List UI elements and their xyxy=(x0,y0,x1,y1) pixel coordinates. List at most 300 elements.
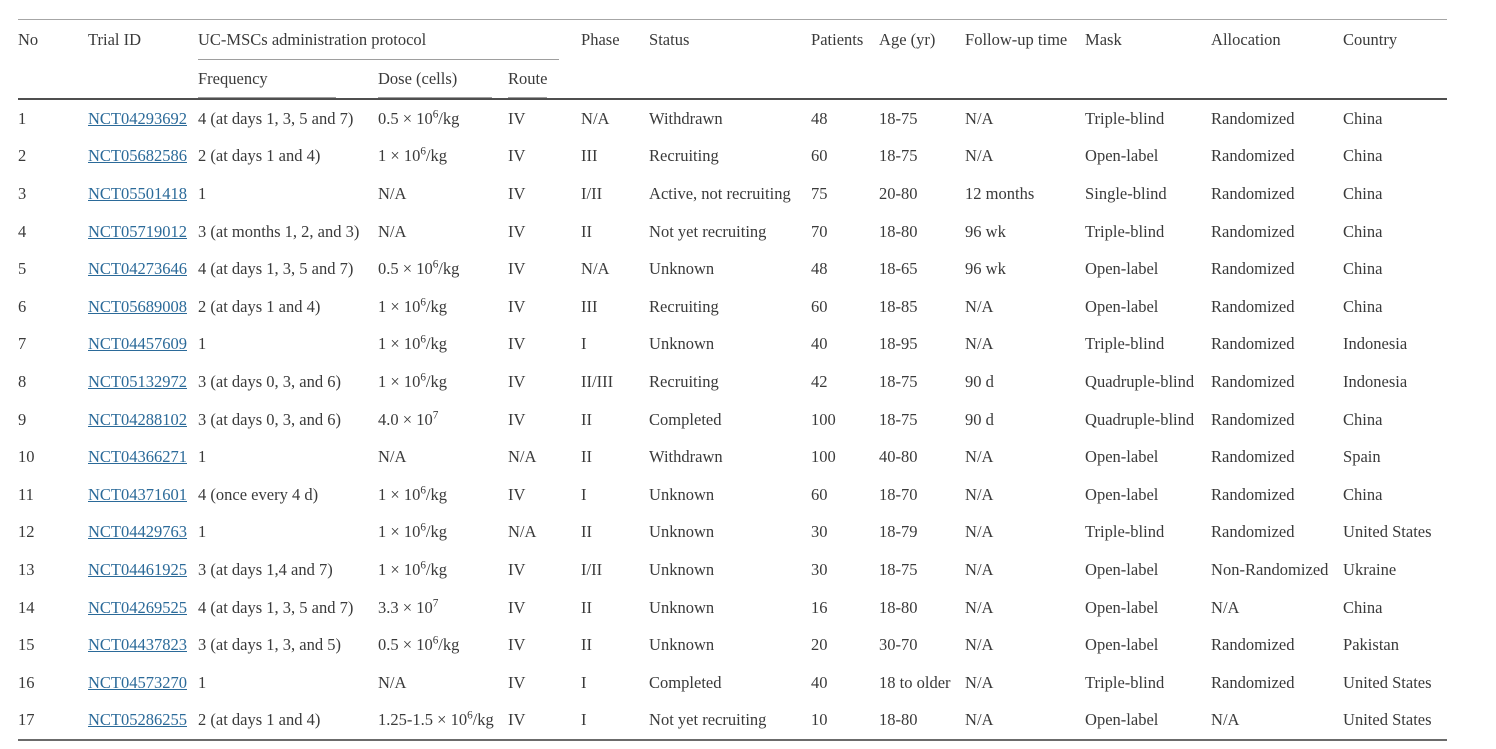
cell-age: 18-80 xyxy=(879,597,918,617)
cell-age: 18 to older xyxy=(879,672,951,692)
superscript-exponent: 6 xyxy=(420,521,426,534)
cell-mask: Triple-blind xyxy=(1085,221,1165,241)
col-header-frequency xyxy=(198,60,378,99)
col-header-trial-id xyxy=(88,20,198,100)
cell-patients: 75 xyxy=(811,183,828,203)
cell-follow-up: 12 months xyxy=(965,183,1035,203)
cell-no: 10 xyxy=(18,447,35,467)
cell-dose: $1 \times 10^6/kg$ xyxy=(378,333,448,354)
cell-country: United States xyxy=(1343,702,1447,741)
cell-frequency: 4 (once every 4 d) xyxy=(198,484,319,504)
cell-no: 3 xyxy=(18,183,27,203)
cell-status: Completed xyxy=(649,672,722,692)
cell-allocation: Randomized xyxy=(1211,296,1295,316)
cell-route: N/A xyxy=(508,447,537,467)
cell-mask: Open-label xyxy=(1085,484,1159,504)
cell-follow-up: N/A xyxy=(965,447,994,467)
cell-dose: N/A xyxy=(378,183,407,203)
cell-age: 20-80 xyxy=(879,183,918,203)
cell-route: IV xyxy=(508,559,526,579)
cell-patients: 42 xyxy=(811,371,828,391)
cell-age: 18-75 xyxy=(879,146,918,166)
cell-dose: $1 \times 10^6/kg$ xyxy=(378,145,448,166)
cell-no: 1 xyxy=(18,108,27,128)
table-row xyxy=(18,250,1447,288)
cell-route: N/A xyxy=(508,522,537,542)
cell-follow-up: 96 wk xyxy=(965,259,1006,279)
table-row xyxy=(18,514,1447,552)
cell-patients: 30 xyxy=(811,559,828,579)
cell-phase: II/III xyxy=(581,371,614,391)
cell-no: 15 xyxy=(18,635,35,655)
cell-status: Withdrawn xyxy=(649,447,723,467)
col-header-follow-up-label: Follow-up time xyxy=(965,30,1068,49)
cell-frequency: 4 (at days 1, 3, 5 and 7) xyxy=(198,108,354,128)
cell-route: IV xyxy=(508,702,581,741)
cell-follow-up: N/A xyxy=(965,702,1085,741)
table-row xyxy=(18,664,1447,702)
cell-patients: 60 xyxy=(811,484,828,504)
cell-allocation: Randomized xyxy=(1211,221,1295,241)
cell-route: IV xyxy=(508,409,526,429)
cell-mask: Single-blind xyxy=(1085,183,1167,203)
cell-frequency: 3 (at months 1, 2, and 3) xyxy=(198,221,360,241)
cell-follow-up: 90 d xyxy=(965,409,994,429)
cell-country: China xyxy=(1343,259,1383,279)
route-underline xyxy=(508,69,547,98)
cell-phase: III xyxy=(581,296,598,316)
cell-follow-up: N/A xyxy=(965,146,994,166)
cell-mask: Quadruple-blind xyxy=(1085,409,1195,429)
col-header-status-label: Status xyxy=(649,30,690,49)
cell-frequency: 1 xyxy=(198,447,207,467)
cell-trial-id xyxy=(88,589,198,627)
cell-mask: Quadruple-blind xyxy=(1085,371,1195,391)
cell-age: 18-75 xyxy=(879,409,918,429)
cell-mask: Triple-blind xyxy=(1085,334,1165,354)
cell-phase: I/II xyxy=(581,183,603,203)
col-header-country xyxy=(1343,20,1447,100)
cell-status: Withdrawn xyxy=(649,108,723,128)
cell-mask: Open-label xyxy=(1085,559,1159,579)
cell-trial-id xyxy=(88,664,198,702)
col-header-follow-up xyxy=(965,20,1085,100)
cell-country: United States xyxy=(1343,522,1432,542)
cell-phase: I xyxy=(581,702,649,741)
cell-phase: III xyxy=(581,146,598,166)
cell-phase: N/A xyxy=(581,259,610,279)
cell-no: 13 xyxy=(18,559,35,579)
cell-country: China xyxy=(1343,484,1383,504)
cell-route: IV xyxy=(508,672,526,692)
cell-phase: II xyxy=(581,409,593,429)
col-header-trial-id-label: Trial ID xyxy=(88,30,142,49)
cell-mask: Triple-blind xyxy=(1085,108,1165,128)
cell-no: 7 xyxy=(18,334,27,354)
cell-status: Active, not recruiting xyxy=(649,183,791,203)
cell-mask: Open-label xyxy=(1085,702,1211,741)
cell-country: United States xyxy=(1343,672,1432,692)
cell-frequency: 3 (at days 1, 3, and 5) xyxy=(198,635,341,655)
cell-country: China xyxy=(1343,296,1383,316)
cell-no: 5 xyxy=(18,259,27,279)
cell-patients: 40 xyxy=(811,334,828,354)
cell-trial-id xyxy=(88,213,198,251)
table-body xyxy=(18,99,1447,740)
cell-allocation: Non-Randomized xyxy=(1211,559,1329,579)
cell-trial-id xyxy=(88,99,198,138)
cell-allocation: Randomized xyxy=(1211,259,1295,279)
superscript-exponent: 6 xyxy=(432,108,439,121)
col-header-mask xyxy=(1085,20,1211,100)
trial-id-link[interactable]: NCT04457609 xyxy=(88,334,187,354)
cell-frequency: 3 (at days 0, 3, and 6) xyxy=(198,409,341,429)
clinical-trials-table xyxy=(18,19,1447,741)
cell-dose: $1.25-1.5 \times 10^6/kg$ xyxy=(378,702,508,741)
cell-trial-id xyxy=(88,551,198,589)
table-row xyxy=(18,476,1447,514)
cell-country: Pakistan xyxy=(1343,635,1399,655)
cell-follow-up: N/A xyxy=(965,108,994,128)
cell-age: 30-70 xyxy=(879,635,918,655)
header-row-top xyxy=(18,20,1447,61)
cell-dose: $1 \times 10^6/kg$ xyxy=(378,521,448,542)
cell-mask: Open-label xyxy=(1085,259,1159,279)
cell-route: IV xyxy=(508,635,526,655)
table-header xyxy=(18,20,1447,100)
cell-allocation: N/A xyxy=(1211,702,1343,741)
trial-id-link[interactable]: NCT04461925 xyxy=(88,559,187,579)
cell-patients: 16 xyxy=(811,597,828,617)
cell-dose: N/A xyxy=(378,221,407,241)
superscript-exponent: 6 xyxy=(420,559,426,572)
trial-id-link[interactable]: NCT05132972 xyxy=(88,371,187,391)
cell-route: IV xyxy=(508,371,526,391)
cell-age: 18-80 xyxy=(879,702,965,741)
cell-phase: II xyxy=(581,522,593,542)
superscript-exponent: 6 xyxy=(432,258,439,271)
table-row xyxy=(18,702,1447,741)
table-row xyxy=(18,589,1447,627)
cell-phase: I xyxy=(581,484,587,504)
cell-status: Unknown xyxy=(649,635,715,655)
cell-country: China xyxy=(1343,183,1383,203)
cell-status: Recruiting xyxy=(649,296,719,316)
cell-dose: $1 \times 10^6/kg$ xyxy=(378,296,448,316)
cell-follow-up: N/A xyxy=(965,635,994,655)
table-row xyxy=(18,138,1447,176)
cell-dose: N/A xyxy=(378,672,407,692)
cell-frequency: 2 (at days 1 and 4) xyxy=(198,146,321,166)
cell-trial-id xyxy=(88,401,198,439)
cell-dose: $1 \times 10^6/kg$ xyxy=(378,559,448,579)
table-row xyxy=(18,626,1447,664)
cell-allocation: Randomized xyxy=(1211,334,1295,354)
superscript-exponent: 6 xyxy=(432,634,439,647)
cell-country: China xyxy=(1343,409,1383,429)
cell-trial-id xyxy=(88,250,198,288)
cell-no: 12 xyxy=(18,522,35,542)
cell-no: 8 xyxy=(18,371,27,391)
cell-trial-id xyxy=(88,476,198,514)
superscript-exponent: 6 xyxy=(420,145,426,158)
cell-age: 18-85 xyxy=(879,296,918,316)
cell-phase: I xyxy=(581,672,587,692)
cell-follow-up: N/A xyxy=(965,597,994,617)
cell-phase: II xyxy=(581,447,593,467)
protocol-group-underline xyxy=(198,30,559,60)
cell-no: 14 xyxy=(18,597,35,617)
cell-frequency: 4 (at days 1, 3, 5 and 7) xyxy=(198,597,354,617)
cell-route: IV xyxy=(508,597,526,617)
cell-allocation: N/A xyxy=(1211,597,1240,617)
col-header-dose-label: Dose (cells) xyxy=(378,69,458,88)
cell-phase: I/II xyxy=(581,559,603,579)
cell-dose: $3.3 \times 10^7$ xyxy=(378,597,439,617)
cell-phase: II xyxy=(581,635,593,655)
cell-no: 16 xyxy=(18,672,35,692)
trial-id-link[interactable]: NCT04573270 xyxy=(88,672,187,692)
col-header-frequency-label: Frequency xyxy=(198,69,268,88)
cell-dose: $0.5 \times 10^6/kg$ xyxy=(378,258,460,279)
col-header-protocol-label: UC-MSCs administration protocol xyxy=(198,30,427,49)
cell-mask: Open-label xyxy=(1085,296,1159,316)
superscript-exponent: 6 xyxy=(467,709,473,722)
cell-age: 18-75 xyxy=(879,559,918,579)
cell-status: Recruiting xyxy=(649,146,719,166)
cell-phase: I xyxy=(581,334,587,354)
superscript-exponent: 6 xyxy=(420,333,426,346)
cell-allocation: Randomized xyxy=(1211,522,1295,542)
col-header-phase-label: Phase xyxy=(581,30,620,49)
cell-phase: N/A xyxy=(581,108,610,128)
cell-phase: II xyxy=(581,597,593,617)
cell-country: China xyxy=(1343,221,1383,241)
trial-id-link[interactable]: NCT04429763 xyxy=(88,522,187,542)
table-row xyxy=(18,213,1447,251)
cell-country: China xyxy=(1343,597,1383,617)
cell-country: Indonesia xyxy=(1343,334,1408,354)
cell-route: IV xyxy=(508,484,526,504)
cell-allocation: Randomized xyxy=(1211,371,1295,391)
cell-age: 18-80 xyxy=(879,221,918,241)
col-header-age xyxy=(879,20,965,100)
cell-route: IV xyxy=(508,259,526,279)
cell-status: Unknown xyxy=(649,522,715,542)
cell-patients: 60 xyxy=(811,146,828,166)
frequency-underline xyxy=(198,69,336,98)
cell-route: IV xyxy=(508,183,526,203)
cell-no: 4 xyxy=(18,221,27,241)
cell-age: 18-75 xyxy=(879,371,918,391)
cell-country: Spain xyxy=(1343,447,1381,467)
cell-trial-id xyxy=(88,363,198,401)
col-header-dose xyxy=(378,60,508,99)
cell-frequency: 3 (at days 1,4 and 7) xyxy=(198,559,333,579)
cell-frequency: 1 xyxy=(198,672,207,692)
col-header-age-label: Age (yr) xyxy=(879,30,936,49)
col-header-allocation-label: Allocation xyxy=(1211,30,1281,49)
col-header-patients-label: Patients xyxy=(811,30,864,49)
cell-follow-up: N/A xyxy=(965,559,994,579)
cell-allocation: Randomized xyxy=(1211,484,1295,504)
cell-status: Unknown xyxy=(649,259,715,279)
cell-follow-up: N/A xyxy=(965,484,994,504)
trial-id-link[interactable]: NCT05719012 xyxy=(88,221,187,241)
superscript-exponent: 6 xyxy=(420,484,426,497)
superscript-exponent: 7 xyxy=(432,597,439,610)
cell-trial-id xyxy=(88,326,198,364)
col-header-phase xyxy=(581,20,649,100)
cell-age: 18-79 xyxy=(879,522,918,542)
cell-mask: Open-label xyxy=(1085,447,1159,467)
table-row xyxy=(18,363,1447,401)
table-row xyxy=(18,551,1447,589)
trial-id-link[interactable]: NCT04371601 xyxy=(88,484,187,504)
cell-dose: $1 \times 10^6/kg$ xyxy=(378,484,448,504)
trial-id-link[interactable]: NCT04288102 xyxy=(88,409,187,429)
cell-follow-up: 96 wk xyxy=(965,221,1006,241)
cell-phase: II xyxy=(581,221,593,241)
trial-id-link[interactable]: NCT04437823 xyxy=(88,635,187,655)
cell-age: 18-70 xyxy=(879,484,918,504)
cell-frequency: 3 (at days 0, 3, and 6) xyxy=(198,371,341,391)
cell-frequency: 2 (at days 1 and 4) xyxy=(198,296,321,316)
superscript-exponent: 6 xyxy=(420,371,426,384)
cell-dose: $4.0 \times 10^7$ xyxy=(378,409,439,429)
table-row xyxy=(18,401,1447,439)
cell-age: 18-65 xyxy=(879,259,918,279)
col-header-status xyxy=(649,20,811,100)
table-row xyxy=(18,99,1447,138)
trial-id-link[interactable]: NCT04269525 xyxy=(88,597,187,617)
cell-patients: 10 xyxy=(811,702,879,741)
col-header-mask-label: Mask xyxy=(1085,30,1122,49)
cell-patients: 70 xyxy=(811,221,828,241)
cell-allocation: Randomized xyxy=(1211,635,1295,655)
cell-age: 18-75 xyxy=(879,108,918,128)
col-header-country-label: Country xyxy=(1343,30,1398,49)
cell-mask: Triple-blind xyxy=(1085,672,1165,692)
cell-dose: $1 \times 10^6/kg$ xyxy=(378,371,448,391)
cell-follow-up: N/A xyxy=(965,334,994,354)
trial-id-link[interactable]: NCT05689008 xyxy=(88,296,187,316)
cell-trial-id xyxy=(88,438,198,476)
cell-follow-up: N/A xyxy=(965,522,994,542)
cell-frequency: 1 xyxy=(198,334,207,354)
dose-underline xyxy=(378,69,492,98)
trial-id-link[interactable]: NCT04293692 xyxy=(88,108,187,128)
cell-status: Not yet recruiting xyxy=(649,702,811,741)
cell-allocation: Randomized xyxy=(1211,447,1295,467)
cell-trial-id xyxy=(88,514,198,552)
cell-no: 9 xyxy=(18,409,27,429)
cell-patients: 100 xyxy=(811,409,836,429)
cell-country: China xyxy=(1343,108,1383,128)
cell-trial-id xyxy=(88,138,198,176)
cell-patients: 100 xyxy=(811,447,836,467)
col-header-protocol-group xyxy=(198,20,581,61)
cell-route: IV xyxy=(508,146,526,166)
col-header-route-label: Route xyxy=(508,69,548,88)
cell-patients: 48 xyxy=(811,259,828,279)
cell-mask: Open-label xyxy=(1085,146,1159,166)
cell-trial-id xyxy=(88,702,198,741)
cell-country: Ukraine xyxy=(1343,559,1397,579)
cell-patients: 20 xyxy=(811,635,828,655)
cell-allocation: Randomized xyxy=(1211,672,1295,692)
cell-status: Unknown xyxy=(649,559,715,579)
cell-status: Completed xyxy=(649,409,722,429)
trial-id-link[interactable]: NCT05682586 xyxy=(88,146,187,166)
cell-patients: 30 xyxy=(811,522,828,542)
superscript-exponent: 6 xyxy=(420,296,426,309)
col-header-route xyxy=(508,60,581,99)
cell-no: 11 xyxy=(18,484,34,504)
cell-status: Unknown xyxy=(649,484,715,504)
cell-patients: 40 xyxy=(811,672,828,692)
trial-id-link[interactable]: NCT05501418 xyxy=(88,183,187,203)
cell-allocation: Randomized xyxy=(1211,146,1295,166)
cell-no: 2 xyxy=(18,146,27,166)
cell-allocation: Randomized xyxy=(1211,409,1295,429)
cell-allocation: Randomized xyxy=(1211,183,1295,203)
cell-frequency: 4 (at days 1, 3, 5 and 7) xyxy=(198,259,354,279)
cell-frequency: 2 (at days 1 and 4) xyxy=(198,702,378,741)
cell-dose: $0.5 \times 10^6/kg$ xyxy=(378,108,460,128)
cell-country: Indonesia xyxy=(1343,371,1408,391)
cell-route: IV xyxy=(508,334,526,354)
cell-mask: Open-label xyxy=(1085,635,1159,655)
cell-follow-up: 90 d xyxy=(965,371,994,391)
cell-mask: Open-label xyxy=(1085,597,1159,617)
cell-trial-id xyxy=(88,175,198,213)
cell-trial-id xyxy=(88,288,198,326)
cell-trial-id xyxy=(88,626,198,664)
cell-frequency: 1 xyxy=(198,183,207,203)
cell-route: IV xyxy=(508,108,526,128)
table-row xyxy=(18,438,1447,476)
cell-patients: 60 xyxy=(811,296,828,316)
cell-frequency: 1 xyxy=(198,522,207,542)
superscript-exponent: 7 xyxy=(432,409,439,422)
col-header-allocation xyxy=(1211,20,1343,100)
cell-mask: Triple-blind xyxy=(1085,522,1165,542)
col-header-patients xyxy=(811,20,879,100)
cell-age: 18-95 xyxy=(879,334,918,354)
cell-dose: $0.5 \times 10^6/kg$ xyxy=(378,634,460,655)
cell-country: China xyxy=(1343,146,1383,166)
table-row xyxy=(18,326,1447,364)
cell-follow-up: N/A xyxy=(965,672,994,692)
trial-id-link[interactable]: NCT05286255 xyxy=(88,710,187,730)
cell-patients: 48 xyxy=(811,108,828,128)
cell-status: Unknown xyxy=(649,597,715,617)
cell-age: 40-80 xyxy=(879,447,918,467)
trial-id-link[interactable]: NCT04366271 xyxy=(88,447,187,467)
col-header-no xyxy=(18,20,88,100)
cell-no: 17 xyxy=(18,702,88,741)
cell-route: IV xyxy=(508,296,526,316)
cell-route: IV xyxy=(508,221,526,241)
cell-status: Not yet recruiting xyxy=(649,221,767,241)
cell-status: Recruiting xyxy=(649,371,719,391)
cell-status: Unknown xyxy=(649,334,715,354)
table-row xyxy=(18,288,1447,326)
cell-allocation: Randomized xyxy=(1211,108,1295,128)
col-header-no-label: No xyxy=(18,30,39,49)
trial-id-link[interactable]: NCT04273646 xyxy=(88,259,187,279)
